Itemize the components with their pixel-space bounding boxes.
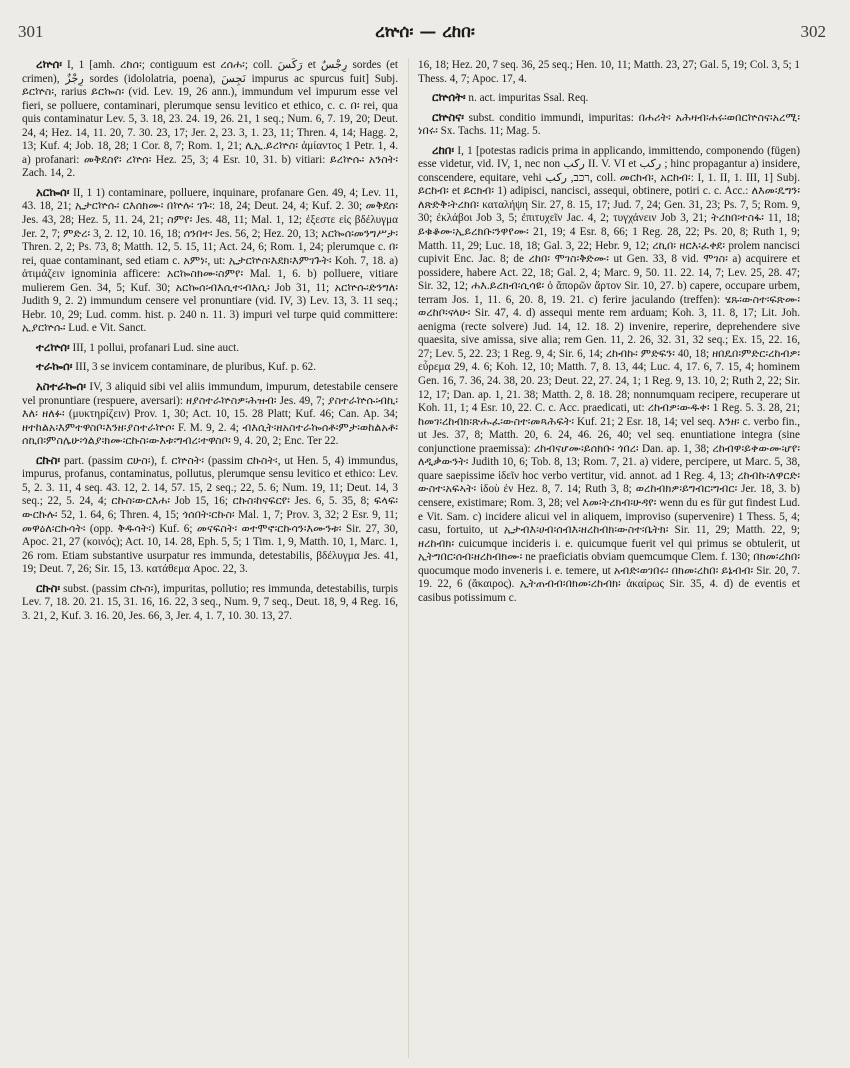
page-header: [0, 22, 850, 46]
entry-text: I, 1 [amh. ረከሰ፡; contiguum est ረሰሐ፡; coll. رَكَسَ et رِجْسٌ sordes (et crimen), رِجْزٌ sordes (idololatria, poena), نَجِسَ impurus ac spurcus fuit] Subj. ይርኵስ፡, rarius ይርኰስ፡ (vid. Lev. 19, 26 ann.), immundum vel impurum esse vel fieri, se polluere, contaminari, plerumque sensu levitico et ethico, c. c. በ፡ rei, qua quis contaminatur Lev. 5, 3. 18, 23. 24. 19, 26. 21, 1 seq.; Num. 6, 7. 19, 20; Deut. 24, 4; Hez. 14, 11. 20, 7. 30. 23, 17; Jer. 2, 23. 3, 1. 23, 11; Thren. 4, 14; Hagg. 2, 13; Kuf. 4; Job. 18, 28; 1 Cor. 8, 7; Rom. 1, 21; ሊኢ.ይረኵስ፡ ἀμίαντος 1 Petr. 1, 4. a) profanari: መቅደስየ፡ ረኵሰ፡ Hez. 25, 3; 4 Esr. 10, 31. b) vitiari: ይረኵሱ፡ አንስት፡ Zach. 14, 2.: [22, 59, 398, 180]
entry-headword: አስተራኰሰ፡: [36, 379, 86, 394]
left-column: [22, 58, 398, 1058]
entry-headword: ርኵስና፡: [432, 109, 464, 124]
dictionary-entry: [22, 380, 398, 449]
dictionary-entry: [22, 454, 398, 577]
entry-headword: ረኵሰ፡: [36, 58, 62, 71]
entry-text: III, 1 pollui, profanari Lud. sine auct.: [72, 341, 239, 354]
dictionary-entry: [418, 111, 800, 139]
entry-headword: ተረኵሰ፡: [36, 339, 70, 354]
dictionary-entry: [418, 91, 800, 106]
entry-headword: ርኩስ፡: [36, 580, 61, 595]
column-divider: [408, 58, 409, 1058]
running-title: ረኵሰ፡ — ረከበ፡: [375, 22, 475, 42]
entry-text: I, 1 [potestas radicis prima in applicando, immittendo, componendo (fügen) esse videtur, vid. IV, 1, nec non ركب II. V. VI et ركب ; hinc propagantur a) insidere, conscendere, equitare, vehi רכב, ركب, coll. መርከብ፡, አርከብ፡: I, 1. II, 1. III, 1] Subj. ይርከብ፡ et ይርክብ፡ 1) adipisci, nancisci, assequi, obtinere, potiri c. c. Acc.: ለእመ፡ዴግን፡ለጽድቅ፡ትረክበ፡ καταλήψη Sir. 27, 8. 15, 17; Jud. 7, 24; Gen. 31, 23; Ps. 7, 5; Rom. 9, 30; ἐκλάβοι Job 3, 5; ἐπιτυχεῖν Jac. 4, 2; τυγχάνειν Job 3, 21; ትረክበ፡ተስፋ፡ 11, 18; ይቁቆሙ፡ኢይረክቡ፡ንዋየሙ፡ 21, 19; 4 Esr. 8, 66; 1 Reg. 28, 22; Ps. 20, 8; Ruth 1, 9; Matth. 11, 29; Luc. 18, 18; Gal. 3, 22; Hebr. 9, 12; ረኪበ፡ ዘርእ፡ፈቀደ፡ prolem nancisci cupivit Enc. Jac. 8; de ረከበ፡ ሞገስ፡ቅድሙ፡ ut Gen. 33, 8 vid. ሞገስ፡ a) acquirere et possidere, habere Act. 22, 18; Gal. 2, 4; Marc. 9, 50. 11. 22. 14, 7; Lev. 25, 28. 47; Sir. 32, 12; ሐእ.ይረክብ፡ሲሳዩ፡ ὁ ἄπορῶν ἄρτον Sir. 10, 27. b) capere, occupare urbem, terram Jos. 1, 11. 6, 20. 8, 19. 21. c) ferire jaculando (treffen): ሄጹ፡ውስተ፡ፍጽሙ፡ወረከቦ፡ናላሁ፡ Sir. 47, 4. d) assequi mente rem arduam; Koh. 3, 11. 8, 17; Lit. Joh. aenigma (recte solvere) Jud. 14, 12. 18. 2) invenire, reperire, deprehendere sive quaesita, sive amissa, sive alia; rem Gen. 11, 2. 26, 32. 31, 32 seq.; Ex. 15, 22. 16, 27; Lev. 5, 22. 23; 1 Reg. 9, 4; Sir. 6, 14; ረከብኩ፡ ምድፍን፡ 40, 18; ዘበዴበ፡ምድር፡ረከብዎ፡ εὖρεμα 29, 4. 6; Koh. 12, 10; Matth. 7, 8. 13, 44; Luc. 4, 17. 6, 7. 15, 4; hominem Gen. 16, 7. 36, 24. 38, 20. 23; Deut. 22, 27. 24, 1; 1 Reg. 9, 13. 10, 2; Ruth 2, 22; Sir. 12, 17; Dan. ap. 1, 21. 38; Matth. 2, 8. 18. 28; nonnumquam recipere, recuperare ut Koh. 11, 1; 4 Esr. 10, 22. C. c. Acc. praedicati, ut: ረከብዎ፡ውዱቀ፡ 1 Reg. 5. 3. 28, 21; ከመገ፡ረከብክ፡ጽሑፈ፡ውስተ፡መጻሕፍት፡ Kuf. 21; 2 Esr. 18, 14; vel seq. እንዘ፡ c. verbo fin., ut Jes. 37, 8; Matth. 20, 6. 24, 46. 26, 40; vel seq. enuntiatione integra (sine conjunctione praemissa): ረከብናሆሙ፡ይሰክቡ፡ ጎበረ፡ Dan. ap. 1, 38; ረከብዋ፡ይቀውሙ፡ሆየ፡ለዲቃውንት፡ Judith 10, 6; Tob. 8, 13; Rom. 7, 21. a) videre, percipere, ut Marc. 5, 38, quare saepissime ἰδεῖν hoc verbo vertitur, vid. annot. ad 1 Reg. 4, 13; ረከብኩ፡ለዋርድ፡ውስተ፡አፍኣት፡ ἰδοὺ ἐν Hez. 8, 7. 14; Ruth 3, 8; ወረከብክዎ፡ይግብር፡ግብር፡ Jer. 18, 3. b) censere, existimare; Rom. 3, 28; vel እመ፡ትረክብ፡ሁዳየ፡ wenn du es für gut findest Lud. e Vit. Sam. c) incidere alicui vel in aliquem, improviso (supervenire) 1 Thess. 5, 4; casu, fortuito, ut ኢታብእ፡ሀብ፡ሰብእ፡ዘረከብክ፡ውስተ፡ቤትክ፡ Sir. 11, 29; Matth. 22, 9; ዘረከብክ፡ cuicumque incideris i. e. quicumque fuerit vel qui primus se obtulerit, ut ኢትግበር፡ሰብ፡ዘረከብክሙ፡ ne praeficiatis obviam quemcumque Clem. f. 130; በክመ፡ረከበ፡ quocumque modo inveneris i. e. temere, ut አብድ፡ወገበሩ፡ በክመ፡ረከበ፡ ይኔብብ፡ Sir. 20, 7. 19. 22, 6 (ἄκαιρος). ኢትጠብብ፡በክመ፡ረከብክ፡ ἀκαίρως Sir. 35, 4. d) de eventis et casibus potissimum c.: [418, 144, 800, 604]
page-number-right: 302: [800, 22, 826, 41]
dictionary-entry: [22, 186, 398, 336]
entry-text: subst. conditio immundi, impuritas: በሐሪት፡ አሕዛብ፡ሐሩ፡ወበርኵስና፡አረሚ፡ነበሩ፡ Sx. Tachs. 11; Mag. 5.: [418, 111, 800, 138]
dictionary-entry: [22, 341, 398, 356]
dictionary-entry: [22, 360, 398, 375]
page-number-left: 301: [18, 22, 44, 41]
entry-headword: ተራኰሰ፡: [36, 359, 73, 374]
entry-headword: ርኵሰት፡: [432, 90, 466, 105]
entry-text: II, 1 1) contaminare, polluere, inquinare, profanare Gen. 49, 4; Lev. 11, 43. 18, 21; ኢታርኵሱ፡ ርእሰክሙ፡ በኵሉ፡ ገጉ፡: 18, 24; Deut. 24, 4; Kuf. 2. 30; መቅደሰ፡ Jes. 43, 28; Hez. 5, 11. 24, 21; ስምየ፡ Jes. 48, 11; Mal. 1, 12; ἐξεστε εἰς βδέλυγμα Jer. 2, 7; ምድረ፡ 3, 2. 12, 10. 16, 18; ሰንበተ፡ Jes. 56, 2; Hez. 20, 13; አርኰሰ፡መንግሥታ፡ Thren. 2, 2; Ps. 73, 8; Matth. 12, 5. 15, 11; Act. 24, 6; Rom. 1, 24; plerumque c. በ፡ rei, quae contaminant, sed etiam c. አምነ፡, ut: ኢታርኵስ፡እደክ፡እምገጉት፡ Koh. 7, 18. a) ἀτιμάζειν ignominia afficere: አርኰስክሙ፡ስምየ፡ Mal. 1, 6. b) polluere, vitiare mulierem Gen. 34, 5; Kuf. 30; አርኰሰ፡ብእሲተ፡ብእሲ፡ Job 31, 11; አርኵሱ፡ድንግለ፡ Judith 9, 2. 2) immundum censere vel pronuntiare (vid. IV, 3) Lev. 13, 3. 11 seq.; Hebr. 10, 29; Lud. comm. hist. p. 240 n. 11. 3) impuri vel turpe quid committere: ኢያርኵሱ፡ Lud. e Vit. Sanct.: [22, 186, 398, 335]
dictionary-entry: [418, 144, 800, 606]
entry-text: n. act. impuritas Ssal. Req.: [468, 92, 589, 105]
entry-text: part. (passim ርሁስ፡), f. ርኵስት፡ (passim ርኩስት፡, ut Hen. 5, 4) immundus, impurus, profanus, contaminatus, pollutus, plerumque sensu levitico et ethico: Lev. 5, 2. 3. 11, 4 seq. 43. 12, 2. 14, 57. 15, 2 seq.; 22, 5. 6; Num. 19, 11; Deut. 14, 3 seq.; 22, 5. 24, 4; ርኩስ፡ውርእሐ፡ Job 15, 16; ርኩስ፡ከናፍርየ፡ Jes. 6, 5. 35, 8; ፍላፍ፡ውርኩሉ፡ 52, 1. 64, 6; Thren. 4, 15; ጎሰበት፡ርኩስ፡ Mal. 1, 7; Prov. 3, 32; 2 Esr. 9, 11; መዋዕለ፡ርኩሳት፡ (opp. ቅዱሳት፡) Kuf. 6; መናፍስት፡ ወተሞኖ፡ርኩሳን፡እሙንቱ፡ Sir. 27, 30, Apoc. 21, 27 (κοινός); Act. 10, 14. 28, Eph. 5, 5; 1 Tim. 1, 9, Matth. 10, 1, Marc. 1, 26 rom. Etiam substantive usurpatur res immunda, detestabilis, βδέλυγμα Jes. 41, 19; Deut. 7, 26; Sir. 15, 13. κατάθεμα Apoc. 22, 3.: [22, 454, 398, 576]
entry-text: 16, 18; Hez. 20, 7 seq. 36, 25 seq.; Hen. 10, 11; Matth. 23, 27; Gal. 5, 19; Col. 3, 5; 1 Thess. 4, 7; Apoc. 17, 4.: [418, 59, 800, 85]
dictionary-entry: [22, 58, 398, 181]
entry-headword: ርኩስ፡: [36, 452, 61, 467]
dictionary-entry-continuation: [418, 58, 800, 86]
entry-text: IV, 3 aliquid sibi vel aliis immundum, impurum, detestabile censere vel pronuntiare (respuere, aversari): ዘያስተራኵስዎ፡ሕዝብ፡ Jes. 49, 7; ያስተራኵሱ፡ብኪ፡ እለ፡ ዘለፉ፡ (μυκτηρίζειν) Prov. 1, 30; Act. 10, 15. 28 Platt; Kuf. 46; Can. Ap. 34; ዘተከልአ፡እምተዋስቦ፡እንዘ፡ያስተራኵሶ፡ F. M. 9, 2. 4; ብእሲት፡ዘአስተራኰሰቶ፡ምታ፡ወከልአቶ፡ሰኪበ፡ምስሌሁ፡ጎልያ፡ክሙ፡ርኩስ፡ውእቱ፡ግብረ፡ተዋስቦ፡ 9, 4. 20, 2; Enc. Ter 22.: [22, 381, 398, 448]
entry-text: III, 3 se invicem contaminare, de pluribus, Kuf. p. 62.: [75, 361, 317, 374]
right-column: [418, 58, 800, 1058]
entry-headword: አርኰሰ፡: [36, 184, 70, 199]
dictionary-entry: [22, 582, 398, 624]
entry-headword: ረከበ፡: [432, 142, 455, 157]
entry-text: subst. (passim ርኩስ፡), impuritas, pollutio; res immunda, detestabilis, turpis Lev. 7, 18. 20. 21. 15, 31. 16, 16. 22, 3 seq., Num. 9, 7 seq., Deut. 18, 9, 4 Reg. 16, 3. 21, 2, Kuf. 3. 16. 20, Jes. 66, 3, Jer. 4, 1. 7, 10. 30. 13, 27.: [22, 582, 398, 622]
